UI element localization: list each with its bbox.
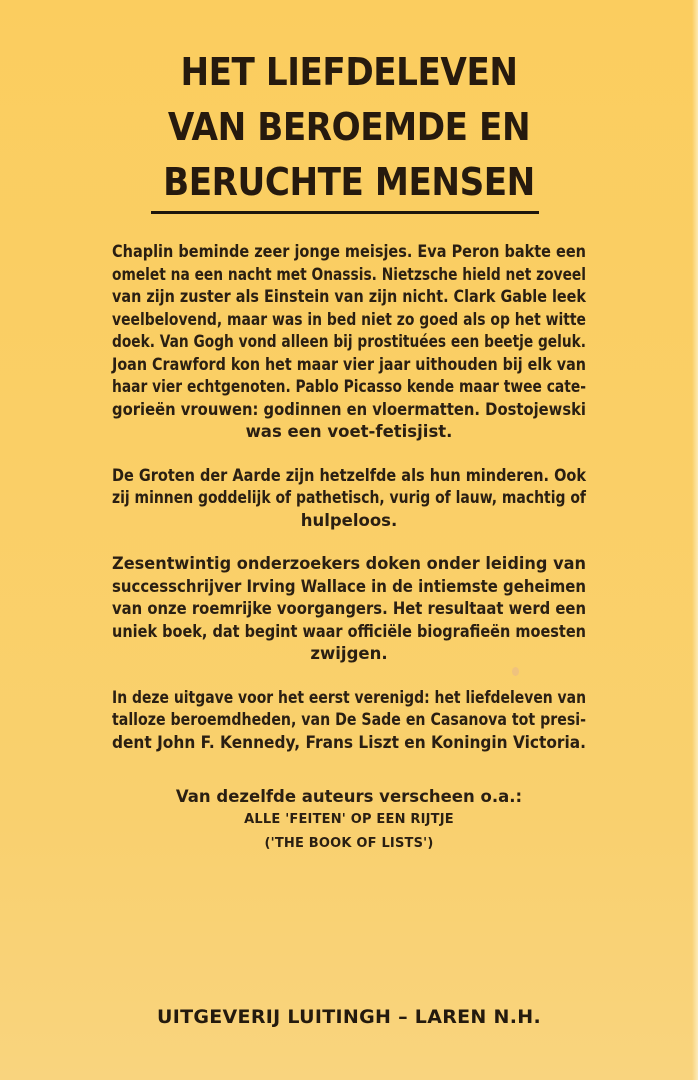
text-line: uniek boek, dat begint waar officiële biografieën moesten (112, 621, 586, 641)
text-line: haar vier echtgenoten. Pablo Picasso kende maar twee cate- (112, 377, 586, 396)
text-line: zij minnen goddelijk of pathetisch, vurig of lauw, machtig of (112, 488, 586, 507)
title-line-3: BERUCHTE MENSEN (163, 160, 535, 204)
text-line: omelet na een nacht met Onassis. Nietzsche hield net zoveel (112, 264, 586, 284)
text-line-last: hulpeloos. (300, 510, 398, 530)
text-line: gorieën vrouwen: godinnen en vloermatten. Dostojewski (112, 399, 586, 419)
text-line-last: zwijgen. (310, 644, 388, 663)
text-line: van onze roemrijke voorgangers. Het resultaat werd een (112, 599, 586, 618)
blurb-paragraph-2 (112, 465, 586, 533)
text-line: doek. Van Gogh vond alleen bij prostituées een beetje geluk. (112, 332, 586, 351)
page-edge (692, 0, 698, 1080)
book-title (0, 45, 698, 210)
title-line-1: HET LIEFDELEVEN (180, 50, 518, 94)
text-line: veelbelovend, maar was in bed niet zo goed als op het witte (112, 309, 586, 329)
title-line-2: VAN BEROEMDE EN (167, 105, 531, 149)
title-divider (151, 211, 539, 214)
text-line: Zesentwintig onderzoekers doken onder leiding van (112, 554, 586, 573)
text-line: De Groten der Aarde zijn hetzelfde als hun minderen. Ook (112, 465, 586, 485)
text-line: Chaplin beminde zeer jonge meisjes. Eva Peron bakte een (112, 242, 586, 261)
text-line-last: was een voet-fetisjist. (245, 422, 453, 441)
publisher-imprint: UITGEVERIJ LUITINGH – LAREN N.H. (157, 1006, 541, 1028)
text-line: van zijn zuster als Einstein van zijn nicht. Clark Gable leek (112, 287, 586, 306)
text-line: Joan Crawford kon het maar vier jaar uithouden bij elk van (112, 354, 586, 374)
text-line: dent John F. Kennedy, Frans Liszt en Koningin Victoria. (112, 732, 586, 752)
text-line: talloze beroemdheden, van De Sade en Casanova tot presi- (112, 710, 586, 729)
blurb (112, 241, 586, 775)
paper-stain (512, 667, 519, 676)
also-by-authors (0, 785, 698, 856)
blurb-paragraph-3 (112, 553, 586, 666)
also-by-intro: Van dezelfde auteurs verscheen o.a.: (175, 787, 523, 806)
blurb-paragraph-1 (112, 241, 586, 444)
also-by-title: ALLE 'FEITEN' OP EEN RIJTJE (244, 812, 454, 827)
also-by-original-title: ('THE BOOK OF LISTS') (264, 836, 434, 851)
text-line: successchrijver Irving Wallace in de intiemste geheimen (112, 576, 586, 596)
blurb-paragraph-4 (112, 687, 586, 755)
text-line: In deze uitgave voor het eerst verenigd: het liefdeleven van (112, 687, 586, 707)
